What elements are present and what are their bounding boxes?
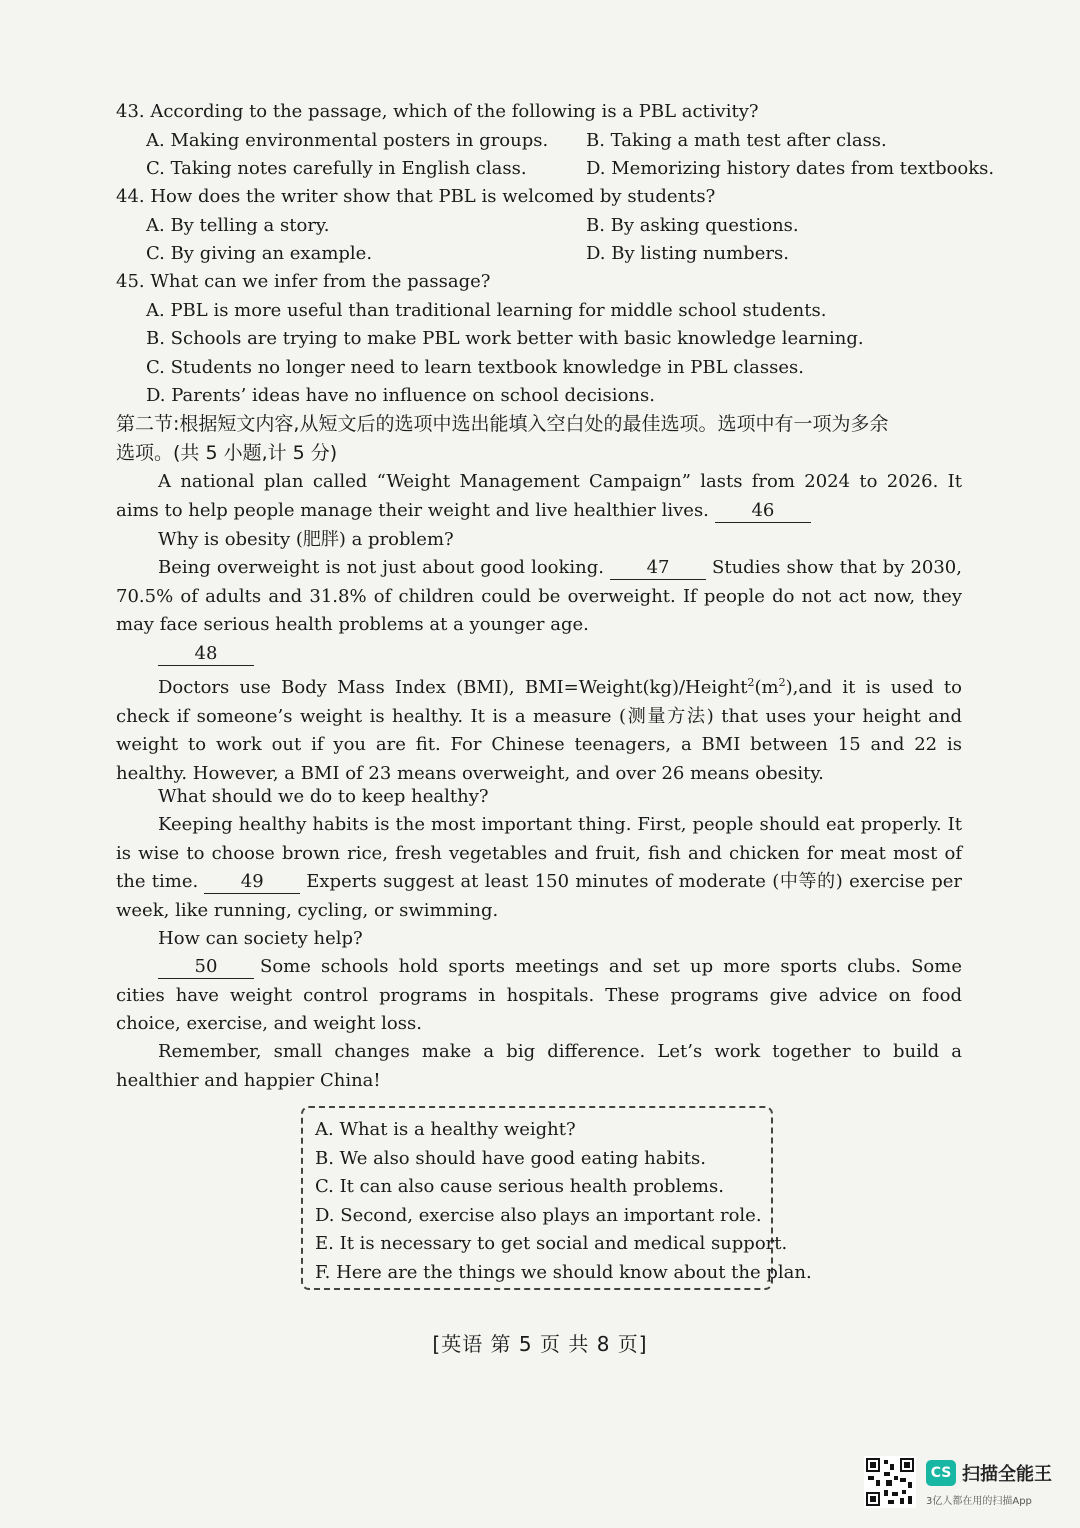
- option-a: A. Making environmental posters in groups.: [146, 129, 549, 151]
- paragraph-text: Experts suggest at least 150 minutes of moderate (中等的) exercise per week, like running, cycling, or swimming.: [116, 871, 962, 921]
- passage-paragraph-6: [116, 1038, 962, 1095]
- option-c: C. By giving an example.: [146, 243, 373, 264]
- option-c: C. Taking notes carefully in English class.: [146, 158, 527, 179]
- choice-f: F. Here are the things we should know about the plan.: [315, 1261, 812, 1283]
- paragraph-text: Keeping healthy habits is the most important thing. First, people should eat properly. It is wise to choose brown rice, fresh vegetables and fruit, fish and chicken for meat most of the time.: [116, 814, 962, 893]
- paragraph-text: Being overweight is not just about good looking.: [158, 557, 605, 578]
- question-stem: 43. According to the passage, which of the following is a PBL activity?: [116, 101, 759, 122]
- superscript: 2: [747, 676, 755, 689]
- paragraph-text: Doctors use Body Mass Index (BMI), BMI=Weight(kg)/Height: [158, 677, 748, 698]
- subheading-text: Why is obesity (肥胖) a problem?: [158, 529, 454, 550]
- section-heading-line-2: 选项。(共 5 小题,计 5 分): [116, 442, 338, 464]
- option-d: D. Memorizing history dates from textbooks.: [586, 158, 995, 179]
- option-d: D. Parents’ ideas have no influence on school decisions.: [146, 385, 655, 406]
- passage-blank-line: [116, 640, 962, 669]
- subheading-text: How can society help?: [158, 928, 363, 949]
- choice-b: B. We also should have good eating habits.: [315, 1147, 706, 1169]
- paragraph-text: A national plan called “Weight Management Campaign” lasts from 2024 to 2026. It aims to help people manage their weight and live healthier lives.: [116, 471, 962, 521]
- question-stem: 45. What can we infer from the passage?: [116, 271, 491, 292]
- paragraph-text: ),and it is used to check if someone’s weight is healthy. It is a measure (测量方法) that uses your height and weight to work out if you are fit. For Chinese teenagers, a BMI between 15 and 22 is healthy. However, a BMI of 23 means overweight, and over 26 means obesity.: [116, 677, 962, 784]
- paragraph-text: Some schools hold sports meetings and set up more sports clubs. Some cities have weight control programs in hospitals. These programs give advice on food choice, exercise, and weight loss.: [116, 956, 962, 1035]
- passage-paragraph-1: [116, 468, 962, 525]
- option-b: B. By asking questions.: [586, 214, 799, 236]
- option-b: B. Taking a math test after class.: [586, 129, 887, 151]
- page-footer: [英语 第 5 页 共 8 页]: [432, 1332, 648, 1356]
- scanner-logo: CS: [926, 1460, 956, 1486]
- choice-d: D. Second, exercise also plays an important role.: [315, 1204, 762, 1226]
- scanner-app-name: 扫描全能王: [962, 1464, 1052, 1485]
- passage-paragraph-5: [116, 953, 962, 1039]
- section-heading-line-1: 第二节:根据短文内容,从短文后的选项中选出能填入空白处的最佳选项。选项中有一项为多余: [116, 413, 889, 435]
- paragraph-text: Studies show that by 2030, 70.5% of adults and 31.8% of children could be overweight. If people do not act now, they may face serious health problems at a younger age.: [116, 557, 962, 636]
- option-d: D. By listing numbers.: [586, 243, 789, 264]
- choice-e: E. It is necessary to get social and medical support.: [315, 1233, 788, 1254]
- paragraph-text: Remember, small changes make a big difference. Let’s work together to build a healthier and happier China!: [116, 1041, 962, 1091]
- question-stem: 44. How does the writer show that PBL is welcomed by students?: [116, 186, 716, 207]
- blank-49: 49: [204, 871, 300, 894]
- choice-a: A. What is a healthy weight?: [315, 1119, 576, 1140]
- scanner-watermark: [864, 1456, 1064, 1512]
- passage-subheading-3: [116, 925, 962, 954]
- choice-c: C. It can also cause serious health problems.: [315, 1176, 724, 1197]
- scanner-tagline: 3亿人都在用的扫描App: [926, 1496, 1032, 1507]
- choices-box: [301, 1106, 812, 1290]
- option-b: B. Schools are trying to make PBL work better with basic knowledge learning.: [146, 328, 864, 349]
- subheading-text: What should we do to keep healthy?: [158, 786, 489, 807]
- blank-46: 46: [715, 500, 811, 523]
- passage-subheading-2: [116, 783, 962, 812]
- blank-50: 50: [158, 956, 254, 979]
- blank-48: 48: [158, 643, 254, 666]
- blank-47: 47: [610, 557, 706, 580]
- passage-paragraph-2: [116, 554, 962, 640]
- qr-code-icon: [864, 1456, 916, 1508]
- option-a: A. By telling a story.: [146, 214, 330, 236]
- option-c: C. Students no longer need to learn textbook knowledge in PBL classes.: [146, 356, 804, 378]
- passage-paragraph-4: [116, 811, 962, 925]
- superscript: 2: [778, 676, 786, 689]
- paragraph-text: (m: [754, 677, 779, 698]
- option-a: A. PBL is more useful than traditional learning for middle school students.: [146, 299, 827, 321]
- passage-paragraph-3: [116, 669, 962, 788]
- passage-subheading-1: [116, 526, 962, 555]
